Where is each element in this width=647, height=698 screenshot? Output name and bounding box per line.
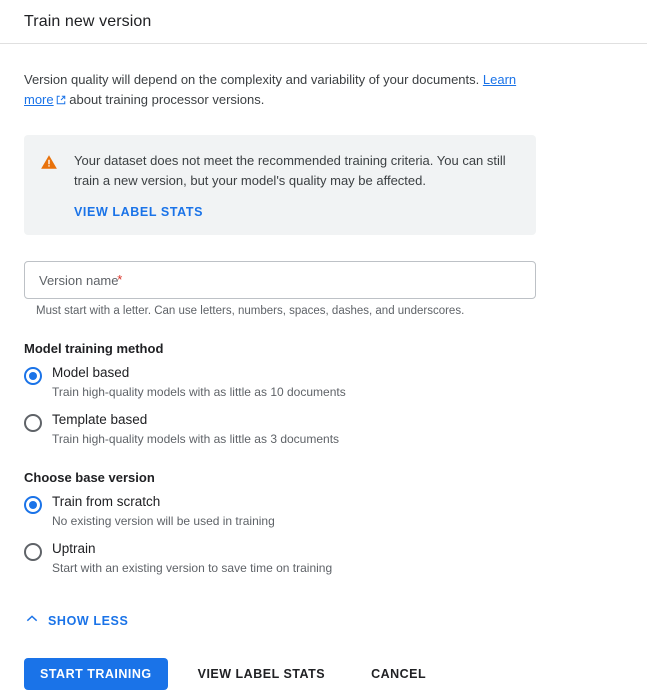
- base-version-radio-group: [24, 495, 623, 575]
- radio-description: Start with an existing version to save time on training: [52, 560, 333, 575]
- radio-button-indicator[interactable]: [24, 414, 42, 432]
- radio-label: Model based: [52, 365, 130, 380]
- version-name-field-wrapper: [24, 261, 536, 317]
- version-name-helper-text: Must start with a letter. Can use letters, numbers, spaces, dashes, and underscores.: [36, 305, 465, 317]
- radio-model-based[interactable]: [24, 366, 623, 399]
- radio-label: Train from scratch: [52, 494, 161, 510]
- intro-text-before: Version quality will depend on the complexity and variability of your documents.: [24, 72, 480, 87]
- base-version-title: Choose base version: [24, 470, 155, 486]
- radio-button-indicator[interactable]: [24, 543, 42, 561]
- intro-paragraph: [24, 70, 524, 111]
- show-less-toggle[interactable]: [24, 611, 128, 630]
- external-link-icon: [56, 91, 66, 111]
- radio-description: Train high-quality models with as little as 10 documents: [52, 384, 346, 399]
- radio-train-from-scratch[interactable]: [24, 495, 623, 528]
- view-label-stats-link[interactable]: VIEW LABEL STATS: [74, 205, 204, 219]
- chevron-up-icon: [24, 611, 40, 630]
- dialog-actions: [24, 658, 623, 690]
- cancel-button[interactable]: CANCEL: [355, 658, 442, 690]
- dialog-header: [0, 0, 647, 44]
- version-name-required-marker: *: [117, 272, 123, 287]
- radio-description: Train high-quality models with as little as 3 documents: [52, 431, 340, 446]
- radio-button-indicator[interactable]: [24, 367, 42, 385]
- warning-message: Your dataset does not meet the recommended training criteria. You can still train a new version, but your model's quality may be affected.: [74, 153, 506, 188]
- intro-text-after: about training processor versions.: [69, 92, 265, 107]
- warning-triangle-icon: [40, 153, 58, 221]
- version-name-input[interactable]: [24, 261, 536, 299]
- radio-uptrain[interactable]: [24, 542, 623, 575]
- dialog-body: [0, 70, 647, 690]
- start-training-button[interactable]: START TRAINING: [24, 658, 168, 690]
- show-less-label: SHOW LESS: [48, 613, 129, 628]
- learn-more-link[interactable]: Learn more: [24, 72, 517, 107]
- radio-button-indicator[interactable]: [24, 496, 42, 514]
- radio-label: Template based: [52, 412, 148, 428]
- view-label-stats-button[interactable]: VIEW LABEL STATS: [182, 658, 341, 690]
- radio-label: Uptrain: [52, 541, 96, 557]
- radio-template-based[interactable]: [24, 413, 623, 446]
- training-method-radio-group: [24, 366, 623, 446]
- radio-description: No existing version will be used in training: [52, 513, 275, 528]
- page-title: Train new version: [24, 12, 152, 30]
- training-method-title: Model training method: [24, 341, 164, 356]
- warning-banner: [24, 135, 536, 235]
